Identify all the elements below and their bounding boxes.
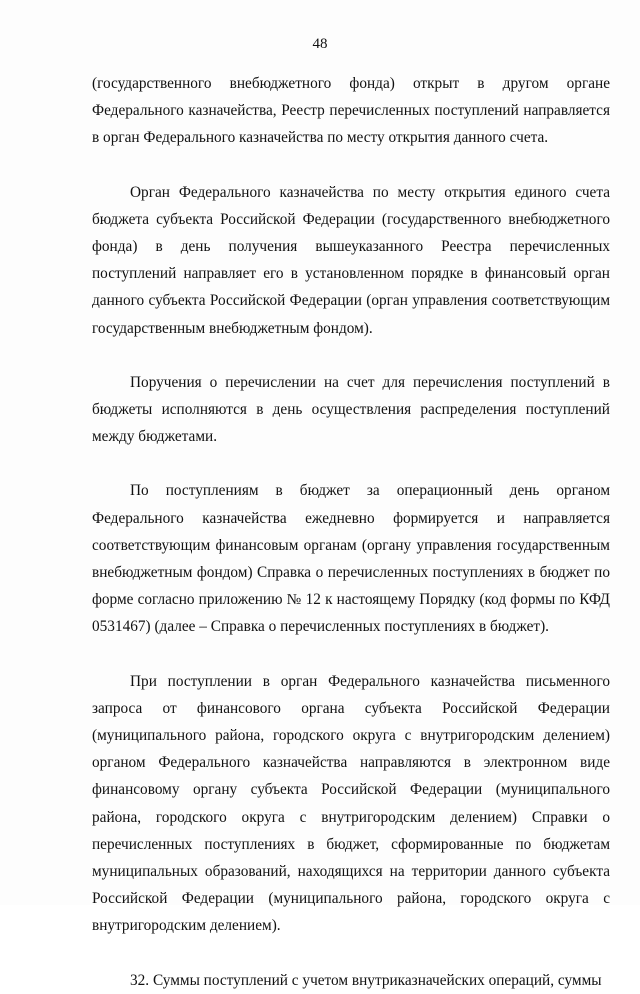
page-number: 48 <box>312 36 328 52</box>
paragraph-1: (государственного внебюджетного фонда) открыт в другом органе Федерального казначейства, Реестр перечисленных поступлений направляется в орган Федерального казначейства по месту открытия данного счета. <box>92 75 610 147</box>
body-text <box>92 70 610 994</box>
paragraph-4: По поступлениям в бюджет за операционный день органом Федерального казначейства ежедневно формируется и направляется соответствующим финансовым органам (органу управления государственным внебюджетным фондом) Справка о перечисленных поступлениях в бюджет по форме согласно приложению № 12 к настоящему Порядку (код формы по КФД 0531467) (далее – Справка о перечисленных поступлениях в бюджет). <box>92 482 610 636</box>
paragraph-3: Поручения о перечислении на счет для перечисления поступлений в бюджеты исполняются в день осуществления распределения поступлений между бюджетами. <box>92 373 610 446</box>
paragraph-2: Орган Федерального казначейства по месту открытия единого счета бюджета субъекта Российской Федерации (государственного внебюджетного фонда) в день получения вышеуказанного Реестра перечисленных поступлений направляет его в установленном порядке в финансовый орган данного субъекта Российской Федерации (орган управления соответствующим государственным внебюджетным фондом). <box>92 183 610 337</box>
paragraph-5: При поступлении в орган Федерального казначейства письменного запроса от финансового органа субъекта Российской Федерации (муниципального района, городского округа с внутригородским делением) органом Федерального казначейства направляются в электронном виде финансовому органу субъекта Российской Федерации (муниципального района, городского округа с внутригородским делением) Справки о перечисленных поступлениях в бюджет, сформированные по бюджетам муниципальных образований, находящихся на территории данного субъекта Российской Федерации (муниципального района, городского округа с внутригородским делением). <box>92 672 610 935</box>
paragraph-6: 32. Суммы поступлений с учетом внутриказначейских операций, суммы <box>130 971 602 989</box>
